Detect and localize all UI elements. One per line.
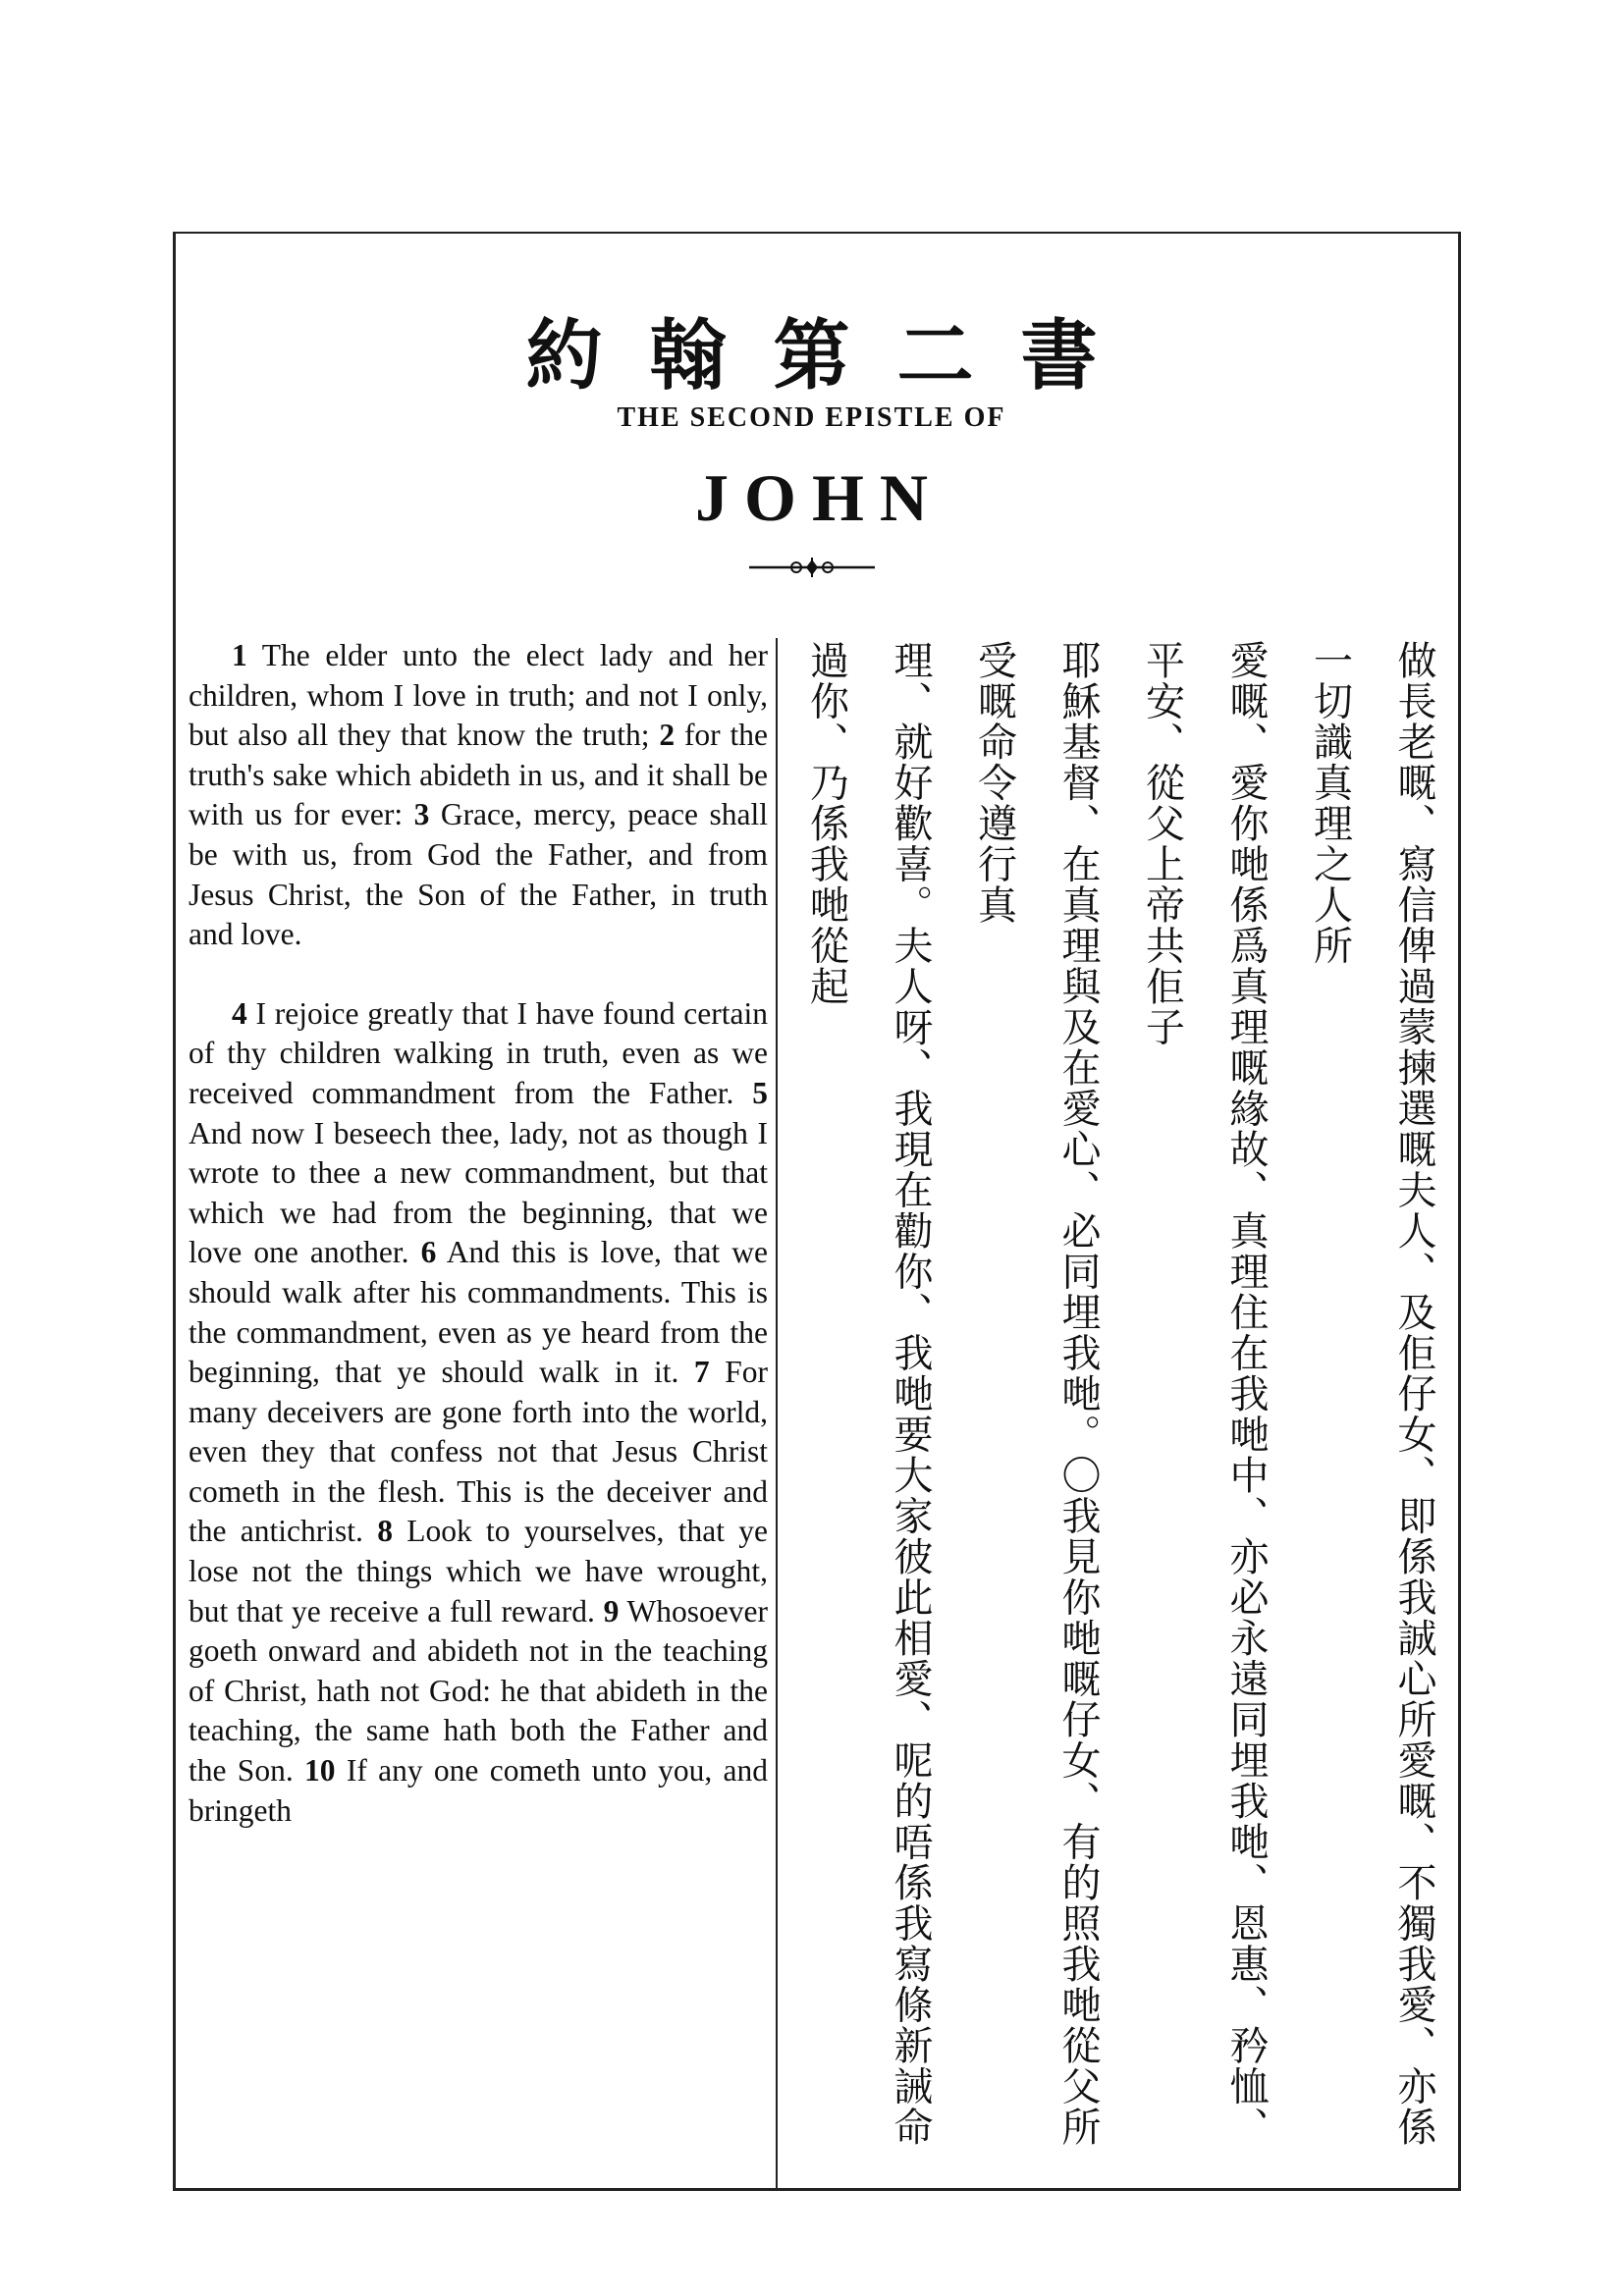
english-paragraph [189,994,768,1831]
verse-text: If any one cometh unto you, and bringeth [189,1753,768,1828]
verse-number: 7 [693,1355,710,1390]
chinese-title: 約翰第二書 [525,312,1145,400]
verse-text: And now I beseech thee, lady, not as though I wrote to thee a new commandment, but that which we had from the beginning, that we love one another. [189,1115,768,1270]
verse-text: Whosoever goeth onward and abideth not in the teaching of Christ, hath not God: he that abideth in the teaching, the same hath both the Father and the Son. [189,1593,768,1789]
verse-text: for the truth's sake which abideth in us, and it shall be with us for ever: [189,718,768,832]
verse-text: And this is love, that we should walk after his commandments. This is the commandment, even as ye heard from the beginning, that ye should walk in it. [189,1235,769,1390]
chinese-column: 愛嘅、愛你哋係爲真理嘅緣故、真理住在我哋中、亦必永遠同埋我哋、恩惠、矜恤、平安、從父上帝共佢子 [1139,640,1269,2148]
verse-text: The elder unto the elect lady and her children, whom I love in truth; and not I only, but also all they that know the truth; [189,638,768,753]
column-divider [776,638,778,2189]
verse-number: 9 [603,1593,620,1629]
verse-number: 8 [377,1514,393,1549]
verse-number: 2 [659,718,676,753]
chinese-text-column [797,640,1455,2171]
verse-text: For many deceivers are gone forth into the world, even they that confess not that Jesus Christ cometh in the flesh. This is the deceiver and the antichrist. [189,1355,768,1549]
verse-number: 4 [232,995,247,1031]
verse-number: 3 [413,797,430,832]
verse-text: Grace, mercy, peace shall be with us, from God the Father, and from Jesus Christ, the Son of the Father, in truth and love. [189,797,768,952]
verse-text: I rejoice greatly that I have found certain of thy children walking in truth, even as we received commandment from the Father. [189,995,768,1110]
verse-text: Look to yourselves, that ye lose not the things which we have wrought, but that ye receive a full reward. [189,1514,768,1629]
verse-number: 6 [420,1235,437,1270]
english-title: JOHN [695,460,944,535]
verse-number: 5 [752,1075,768,1110]
english-paragraph [189,636,768,955]
chinese-column: 理、就好歡喜。夫人呀、我現在勸你、我哋要大家彼此相愛、呢的唔係我寫條新誡命過你、乃係我哋從起 [803,640,933,2148]
verse-number: 1 [232,638,247,672]
ornament-divider-icon [749,558,875,577]
subtitle: THE SECOND EPISTLE OF [617,402,1006,433]
chinese-column: 耶穌基督、在真理與及在愛心、必同埋我哋。〇我見你哋嘅仔女、有的照我哋從父所受嘅命令遵行真 [971,640,1101,2148]
english-text-column [189,636,768,1831]
chinese-column: 做長老嘅、寫信俾過蒙揀選嘅夫人、及佢仔女、即係我誠心所愛嘅、不獨我愛、亦係一切識真理之人所 [1307,640,1436,2148]
verse-number: 10 [304,1753,336,1789]
